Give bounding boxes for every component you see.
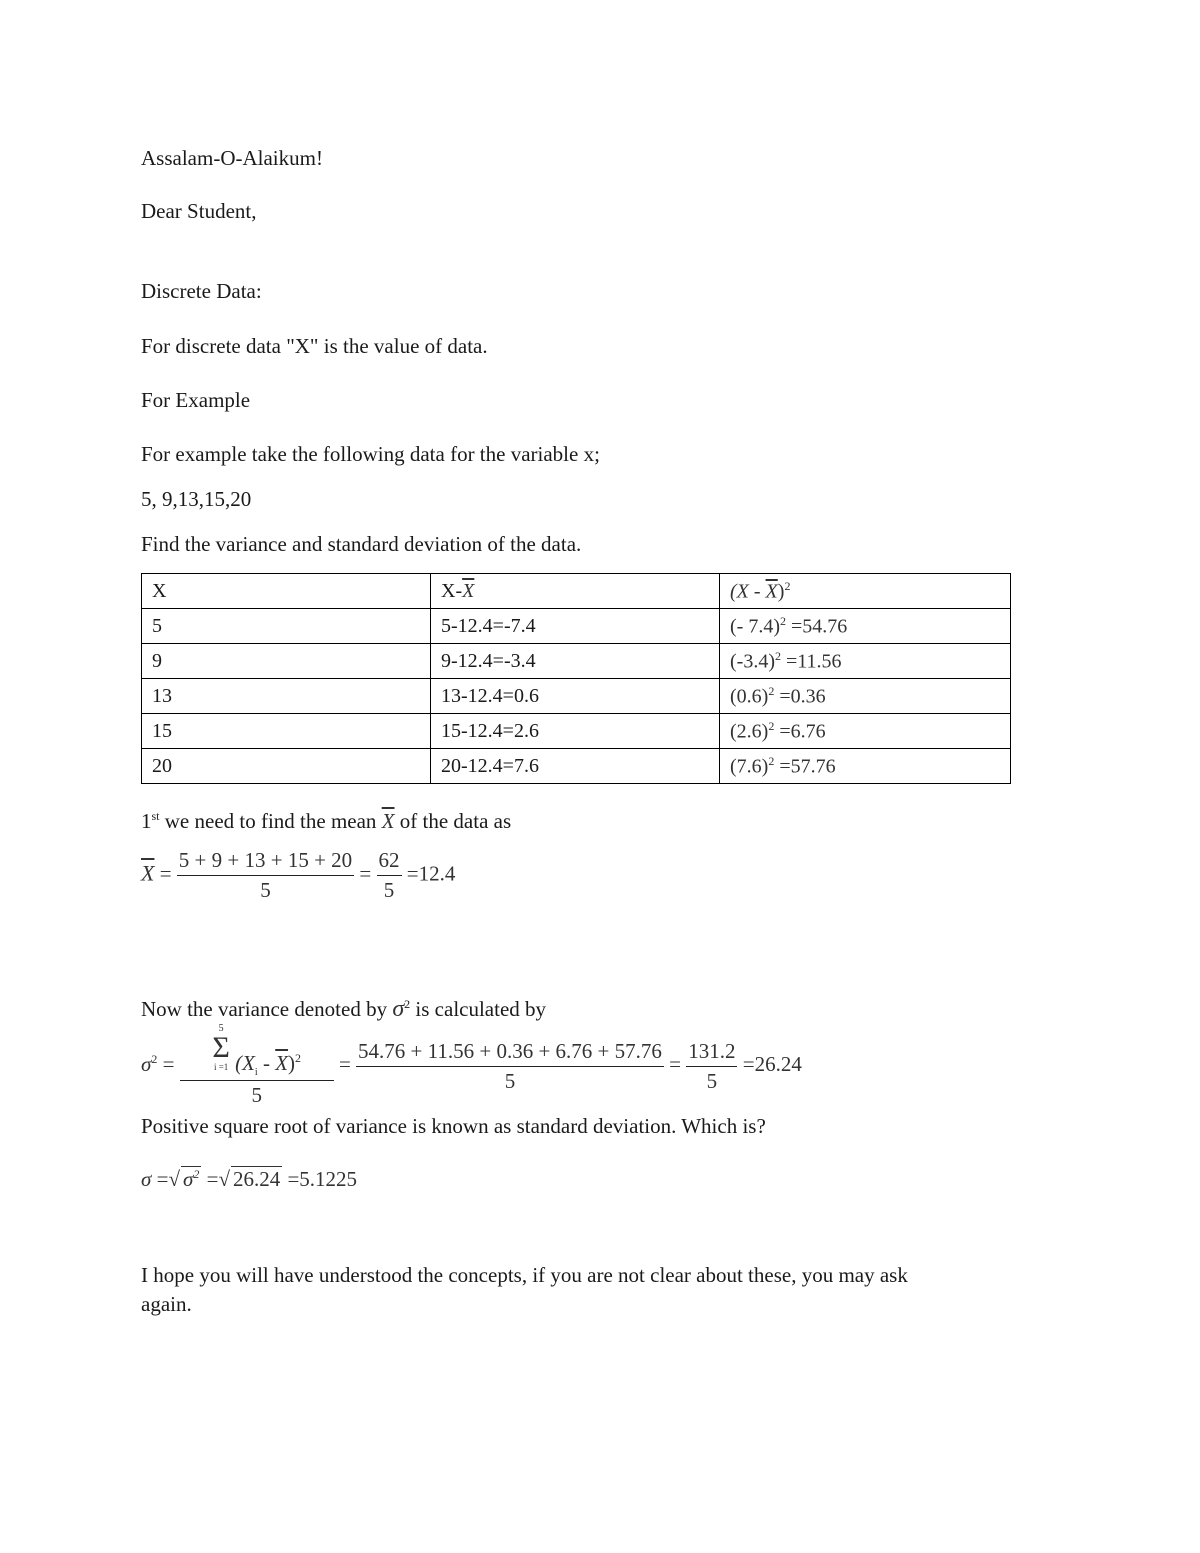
variance-eq-result: =26.24 [742, 1051, 802, 1076]
task-text: Find the variance and standard deviation of the data. [141, 532, 582, 556]
summation-icon [212, 1024, 229, 1072]
definition-text: For discrete data "X" is the value of data. [141, 334, 488, 358]
header-squared-close: ) [777, 580, 785, 603]
cell-squared-exp: 2 [768, 718, 775, 733]
variance-eq-denominator: 5 [251, 1083, 262, 1108]
deviation-table [141, 573, 1011, 784]
data-values: 5, 9,13,15,20 [141, 487, 252, 511]
cell-x: 5 [142, 609, 431, 644]
table-row [142, 714, 1011, 749]
sqrt-icon: √ [218, 1167, 230, 1191]
cell-squared-exp: 2 [779, 613, 786, 628]
sqrt-icon: √ [168, 1167, 180, 1191]
example-intro: For example take the following data for the variable x; [141, 442, 600, 466]
header-squared-open: (X - [730, 580, 766, 603]
cell-x: 15 [142, 714, 431, 749]
cell-diff: 5-12.4=-7.4 [431, 609, 720, 644]
sd-eq-radicand-sigma: σ [182, 1167, 194, 1191]
summation-sign: Σ [212, 1031, 230, 1064]
cell-x: 9 [142, 644, 431, 679]
cell-diff: 9-12.4=-3.4 [431, 644, 720, 679]
cell-squared-result: =54.76 [790, 615, 848, 638]
variance-eq-fraction-2 [356, 1039, 664, 1094]
sd-eq-radicand-1 [181, 1166, 201, 1192]
mean-eq-numerator-2: 62 [377, 848, 402, 876]
variance-eq-lhs-exp: 2 [151, 1051, 158, 1066]
cell-squared-base: (- 7.4) [730, 615, 780, 638]
mean-intro-tail: of the data as [394, 809, 512, 833]
mean-equation [141, 848, 455, 903]
variance-intro-text: Now the variance denoted by [141, 997, 393, 1021]
closing-line-2: again. [141, 1292, 192, 1316]
variance-eq-equals-3: = [669, 1051, 681, 1076]
cell-diff: 15-12.4=2.6 [431, 714, 720, 749]
header-deviation-mean: $\overline{X}$ [462, 579, 475, 602]
mean-eq-lhs: $\overline{X}$ [141, 860, 155, 886]
mean-eq-equals: = [159, 861, 172, 886]
table-row [142, 644, 1011, 679]
cell-squared [720, 644, 1011, 679]
cell-squared-exp: 2 [774, 648, 781, 663]
mean-intro [141, 803, 511, 834]
mean-intro-text: we need to find the mean [159, 809, 382, 833]
summation-minus: - [257, 1051, 276, 1075]
greeting: Assalam-O-Alaikum! [141, 146, 323, 170]
mean-intro-ordinal-suffix: st [151, 809, 160, 823]
summation-exp: 2 [295, 1051, 302, 1065]
summation-upper: 5 [218, 1023, 224, 1034]
sd-equation [141, 1166, 357, 1192]
sd-eq-equals-2: = [206, 1167, 219, 1191]
mean-symbol: $\overline{X}$ [381, 809, 395, 833]
sd-eq-lhs: σ [141, 1167, 152, 1191]
cell-squared-result: =6.76 [779, 720, 826, 743]
mean-eq-denominator-2: 5 [383, 878, 395, 902]
cell-diff: 20-12.4=7.6 [431, 749, 720, 784]
header-x: X [142, 574, 431, 609]
cell-squared-result: =11.56 [785, 650, 842, 673]
table-row [142, 749, 1011, 784]
variance-eq-lhs: σ [141, 1051, 152, 1076]
cell-squared [720, 679, 1011, 714]
sigma-symbol: σ [392, 996, 405, 1022]
cell-squared [720, 714, 1011, 749]
variance-intro-tail: is calculated by [410, 997, 547, 1021]
mean-eq-numerator: 5 + 9 + 13 + 15 + 20 [177, 848, 354, 876]
mean-eq-fraction [177, 848, 354, 903]
summation-body: (X [235, 1051, 255, 1075]
variance-eq-fraction [180, 1024, 334, 1108]
summation-lower: i =1 [213, 1062, 229, 1072]
variance-eq-equals: = [162, 1051, 175, 1076]
salutation: Dear Student, [141, 199, 257, 223]
mean-eq-equals-2: = [359, 861, 372, 886]
cell-x: 20 [142, 749, 431, 784]
table-row [142, 679, 1011, 714]
sd-eq-result: =5.1225 [287, 1167, 358, 1191]
table-row [142, 609, 1011, 644]
cell-squared-exp: 2 [768, 683, 775, 698]
header-squared-exp: 2 [784, 578, 791, 593]
cell-squared-exp: 2 [768, 753, 775, 768]
sigma-exponent: 2 [404, 997, 411, 1011]
summation-mean: $\overline{X}$ [275, 1051, 289, 1075]
variance-intro [141, 991, 546, 1022]
sd-eq-equals: = [156, 1167, 169, 1191]
header-squared-mean: $\overline{X}$ [765, 580, 778, 603]
sd-eq-radicand-exp: 2 [193, 1167, 200, 1181]
summation-close: ) [288, 1051, 296, 1075]
variance-eq-fraction-3 [686, 1039, 737, 1094]
mean-intro-ordinal: 1 [141, 809, 152, 833]
summation-sub: i [254, 1067, 258, 1079]
closing-line-1: I hope you will have understood the concepts, if you are not clear about these, you may ask [141, 1263, 908, 1287]
header-deviation [431, 574, 720, 609]
header-squared [720, 574, 1011, 609]
cell-x: 13 [142, 679, 431, 714]
cell-squared-base: (-3.4) [730, 650, 775, 673]
variance-eq-numerator-2: 54.76 + 11.56 + 0.36 + 6.76 + 57.76 [356, 1039, 664, 1067]
section-heading: Discrete Data: [141, 279, 262, 303]
sd-eq-radicand-2: 26.24 [232, 1167, 281, 1191]
cell-squared [720, 749, 1011, 784]
cell-squared-base: (0.6) [730, 685, 769, 708]
example-label: For Example [141, 388, 251, 412]
mean-eq-fraction-2 [377, 848, 402, 903]
cell-squared-result: =0.36 [779, 685, 826, 708]
header-deviation-prefix: X- [441, 579, 463, 602]
variance-equation [141, 1024, 802, 1108]
variance-eq-denominator-2: 5 [504, 1068, 516, 1093]
sd-intro: Positive square root of variance is known as standard deviation. Which is? [141, 1114, 766, 1138]
mean-eq-result: =12.4 [406, 861, 456, 886]
table-header-row [142, 574, 1011, 609]
variance-eq-summation [180, 1024, 334, 1081]
cell-squared-base: (7.6) [730, 755, 769, 778]
cell-diff: 13-12.4=0.6 [431, 679, 720, 714]
variance-eq-denominator-3: 5 [706, 1068, 718, 1093]
cell-squared-result: =57.76 [779, 755, 836, 778]
mean-eq-denominator: 5 [260, 878, 271, 902]
cell-squared [720, 609, 1011, 644]
variance-eq-numerator-3: 131.2 [686, 1039, 737, 1067]
variance-eq-equals-2: = [338, 1051, 351, 1076]
cell-squared-base: (2.6) [730, 720, 769, 743]
